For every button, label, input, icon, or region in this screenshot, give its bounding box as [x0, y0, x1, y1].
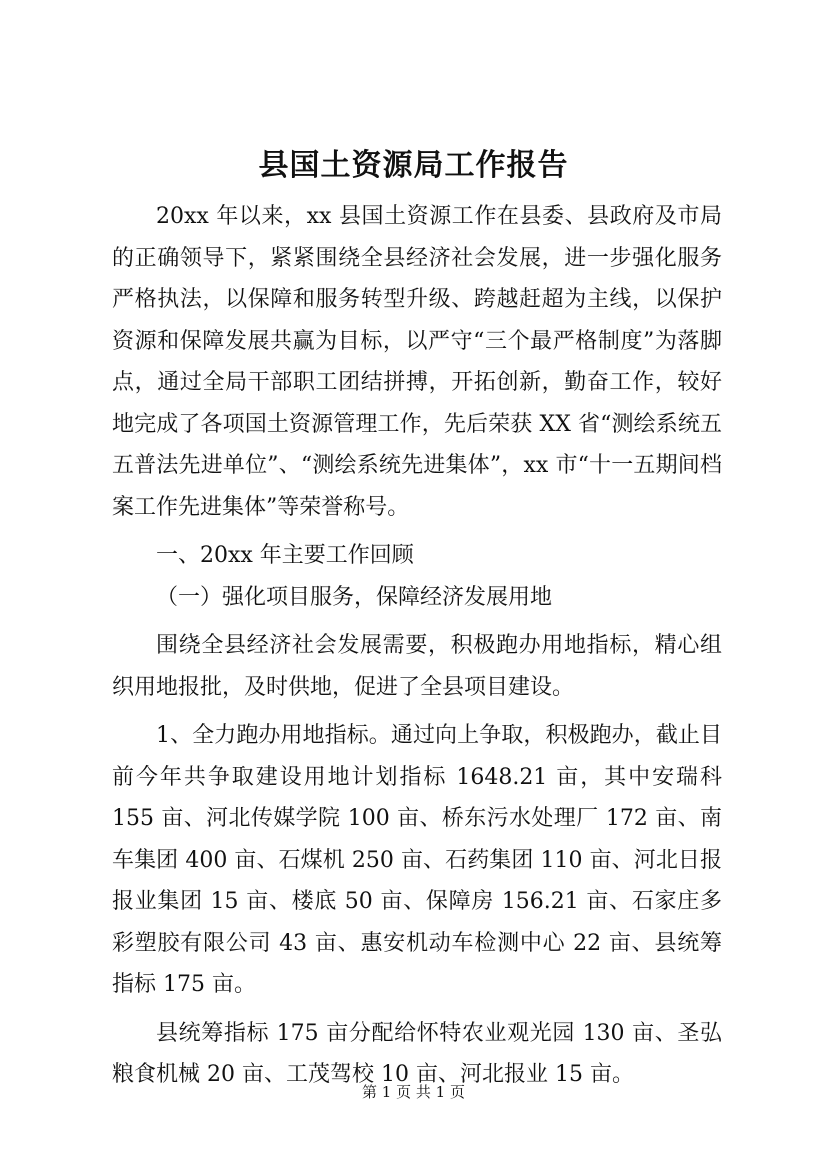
paragraph-intro: 20xx 年以来，xx 县国土资源工作在县委、县政府及市局的正确领导下，紧紧围绕全县经济社会发展，进一步强化服务严格执法，以保障和服务转型升级、跨越赶超为主线，以保护资源和保障发展共赢为目标，以严守“三个最严格制度”为落脚点，通过全局干部职工团结拼搏，开拓创新，勤奋工作，较好地完成了各项国土资源管理工作，先后荣获 XX 省“测绘系统五五普法先进单位”、“测绘系统先进集体”，xx 市“十一五期间档案工作先进集体”等荣誉称号。	[112, 204, 722, 520]
section-heading-review: 一、20xx 年主要工作回顾	[156, 543, 414, 568]
page-footer: 第 1 页 共 1 页	[362, 1083, 465, 1101]
paragraph-county-quota: 县统筹指标 175 亩分配给怀特农业观光园 130 亩、圣弘粮食机械 20 亩、工茂驾校 10 亩、河北报业 15 亩。	[112, 1020, 722, 1087]
subsection-heading-project-service: （一）强化项目服务，保障经济发展用地	[156, 584, 553, 610]
paragraph-land-quota: 1、全力跑办用地指标。通过向上争取，积极跑办，截止目前今年共争取建设用地计划指标 1648.21 亩，其中安瑞科 155 亩、河北传媒学院 100 亩、桥东污水处理厂 172 亩、南车集团 400 亩、石煤机 250 亩、石药集团 110 亩、河北日报报业集团 15 亩、楼底 50 亩、保障房 156.21 亩、石家庄多彩塑胶有限公司 43 亩、惠安机动车检测中心 22 亩、县统筹指标 175 亩。	[112, 723, 722, 997]
paragraph-land-demand: 围绕全县经济社会发展需要，积极跑办用地指标，精心组织用地报批，及时供地，促进了全县项目建设。	[112, 633, 722, 700]
document-title: 县国土资源局工作报告	[258, 148, 569, 183]
document-body	[112, 196, 722, 1096]
